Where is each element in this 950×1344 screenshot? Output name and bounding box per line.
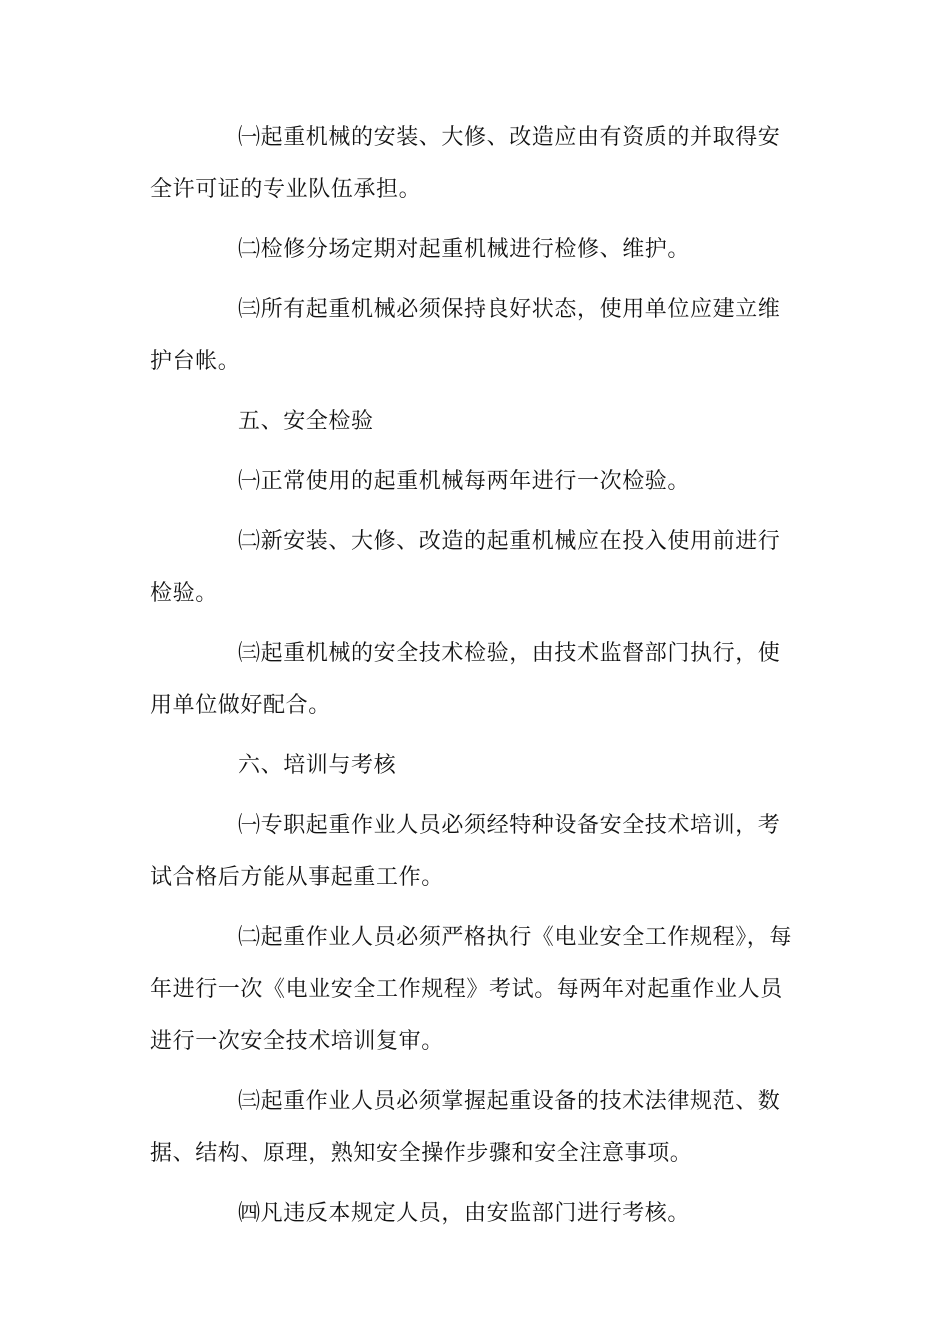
paragraph-maintenance-schedule: ㈡检修分场定期对起重机械进行检修、维护。 bbox=[238, 237, 691, 262]
paragraph-safety-regulation-exam: ㈡起重作业人员必须严格执行《电业安全工作规程》，每年进行一次《电业安全工作规程》考试。每两年对起重作业人员进行一次安全技术培训复审。 bbox=[150, 925, 793, 1054]
paragraph-install-qualification: ㈠起重机械的安装、大修、改造应由有资质的并取得安全许可证的专业队伍承担。 bbox=[150, 125, 781, 202]
section-heading-safety-inspection: 五、安全检验 bbox=[238, 409, 374, 434]
paragraph-violation-assessment: ㈣凡违反本规定人员，由安监部门进行考核。 bbox=[238, 1201, 691, 1226]
paragraph-inspection-before-use: ㈡新安装、大修、改造的起重机械应在投入使用前进行检验。 bbox=[150, 529, 781, 606]
paragraph-knowledge-requirements: ㈢起重作业人员必须掌握起重设备的技术法律规范、数据、结构、原理，熟知安全操作步骤和安全注意事项。 bbox=[150, 1089, 781, 1166]
paragraph-inspection-interval: ㈠正常使用的起重机械每两年进行一次检验。 bbox=[238, 469, 691, 494]
section-heading-training-assessment: 六、培训与考核 bbox=[238, 753, 397, 778]
paragraph-technical-inspection: ㈢起重机械的安全技术检验，由技术监督部门执行，使用单位做好配合。 bbox=[150, 641, 781, 718]
document-body bbox=[150, 112, 800, 1248]
paragraph-training-required: ㈠专职起重作业人员必须经特种设备安全技术培训，考试合格后方能从事起重工作。 bbox=[150, 813, 781, 890]
paragraph-maintenance-ledger: ㈢所有起重机械必须保持良好状态，使用单位应建立维护台帐。 bbox=[150, 297, 781, 374]
